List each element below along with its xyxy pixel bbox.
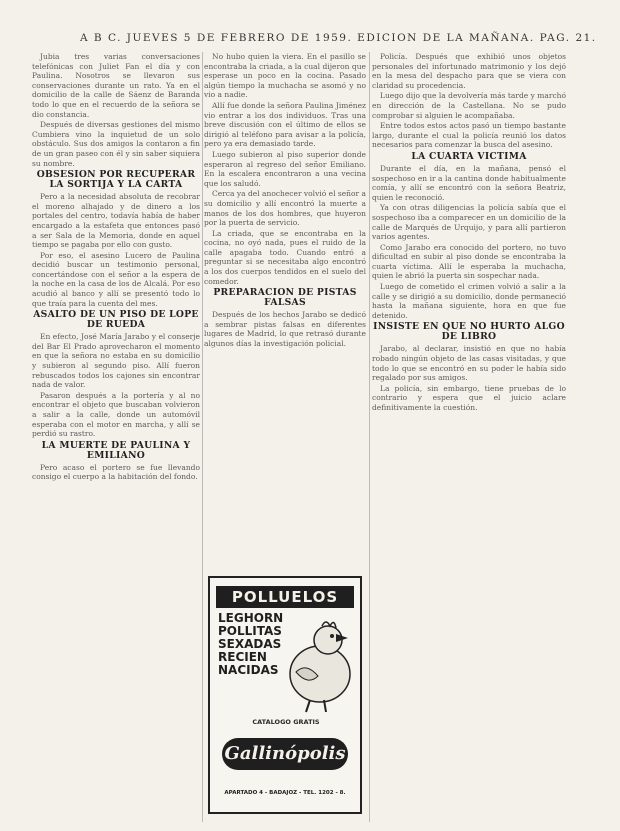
ad-line: LEGHORN bbox=[218, 611, 284, 625]
ad-address: APARTADO 4 - BADAJOZ - TEL. 1202 - 8. bbox=[224, 790, 346, 796]
paragraph: Pasaron después a la portería y al no encontrar el objeto que buscaban volvieron a salir a la calle, donde un automóvil esperaba con el motor en marcha, y allí se perdió su rastro. bbox=[32, 390, 200, 439]
ad-logo: Gallinópolis bbox=[222, 738, 348, 770]
section-heading: LA CUARTA VICTIMA bbox=[411, 150, 527, 162]
paragraph: Luego dijo que la devolvería más tarde y marchó en dirección de la Castellana. No se pudo comprobar si alguien le acompañaba. bbox=[372, 91, 566, 120]
article-column-1 bbox=[32, 52, 200, 822]
paragraph: Allí fue donde la señora Paulina Jiménez vio entrar a los dos individuos. Tras una breve discusión con el último de ellos se dirigió al teléfono para avisar a la policía, pero ya era demasiado tarde. bbox=[204, 100, 366, 149]
ad-brand: POLLUELOS bbox=[216, 586, 354, 608]
section-heading: PREPARACION DE PISTAS FALSAS bbox=[213, 287, 357, 309]
ad-line: NACIDAS bbox=[218, 663, 279, 677]
ad-line: POLLITAS bbox=[218, 624, 282, 638]
column-divider bbox=[202, 52, 203, 822]
paragraph: La policía, sin embargo, tiene pruebas de lo contrario y espera que el juicio aclare definitivamente la cuestión. bbox=[372, 383, 566, 412]
paragraph: Entre todos estos actos pasó un tiempo bastante largo, durante el cual la policía reunió los datos necesarios para comenzar la busca del asesino. bbox=[372, 121, 566, 150]
paragraph: La criada, que se encontraba en la cocina, no oyó nada, pues el ruido de la calle apagaba todo. Cuando entró a preguntar si se necesitaba algo encontró a los dos cuerpos tendidos en el suelo del comedor. bbox=[204, 228, 366, 286]
paragraph: Por eso, el asesino Lucero de Paulina decidió buscar un testimonio personal, concertándose con el señor a la espera de la noche en la casa de los de Alcalá. Por eso acudió al banco y allí se presentó todo lo que traía para la cuenta del mes. bbox=[32, 250, 200, 308]
section-heading: INSISTE EN QUE NO HURTO ALGO DE LIBRO bbox=[373, 321, 565, 343]
paragraph: Luego de cometido el crimen volvió a salir a la calle y se dirigió a su domicilio, donde permaneció hasta la mañana siguiente, hora en que fue detenido. bbox=[372, 282, 566, 320]
paragraph: Después de los hechos Jarabo se dedicó a sembrar pistas falsas en diferentes lugares de Madrid, lo que retrasó durante algunos días la investigación policial. bbox=[204, 310, 366, 349]
paragraph: Pero a la necesidad absoluta de recobrar el moreno alhajado y de dinero a los portales del centro, todavía había de haber encargado a la estafeta que entonces pasó a ser Sala de la Memoria, donde en aquel tiempo se pagaba por ello con gusto. bbox=[32, 192, 200, 250]
advertisement bbox=[208, 576, 362, 814]
article-column-2 bbox=[204, 52, 366, 572]
paragraph: Durante el día, en la mañana, pensó el sospechoso en ir a la cantina donde habitualmente comía, y allí se encontró con la señora Beatriz, quien le reconoció. bbox=[372, 163, 566, 202]
paragraph: Jubia tres varias conversaciones telefónicas con Juliet Fan el día y con Paulina. Nosotros se llevaron sus conservaciones durante un rato. Ya en el domicilio de la calle de Sáenz de Baranda todo lo que en el recuerdo de la señora se dio constancia. bbox=[32, 52, 200, 119]
paragraph: Luego subieron al piso superior donde esperaron al regreso del señor Emiliano. En la escalera encontraron a una vecina que los saludó. bbox=[204, 149, 366, 188]
ad-catalog-label: CATALOGO GRATIS bbox=[252, 718, 320, 726]
section-heading: OBSESION POR RECUPERAR LA SORTIJA Y LA CARTA bbox=[36, 169, 196, 191]
paragraph: Cerca ya del anochecer volvió el señor a su domicilio y allí encontró la muerte a manos de los dos hombres, que huyeron por la puerta de servicio. bbox=[204, 189, 366, 228]
section-heading: ASALTO DE UN PISO DE LOPE DE RUEDA bbox=[33, 309, 199, 331]
paragraph: Pero acaso el portero se fue llevando consigo el cuerpo a la habitación del fondo. bbox=[32, 462, 200, 482]
paragraph: Policía. Después que exhibió unos objetos personales del infortunado matrimonio y los dejó en la mesa del despacho para que se viera con claridad su procedencia. bbox=[372, 52, 566, 90]
column-divider bbox=[369, 52, 370, 822]
section-heading: LA MUERTE DE PAULINA Y EMILIANO bbox=[41, 439, 191, 461]
hen-icon bbox=[276, 612, 358, 716]
paragraph: Jarabo, al declarar, insistió en que no había robado ningún objeto de las casas visitadas, y que todo lo que se encontró en su poder le había sido regalado por sus amigos. bbox=[372, 344, 566, 383]
paragraph: Como Jarabo era conocido del portero, no tuvo dificultad en subir al piso donde se encontraba la cuarta víctima. Allí le esperaba la muchacha, quien le abrió la puerta sin sospechar nada. bbox=[372, 242, 566, 281]
ad-line: SEXADAS bbox=[218, 637, 282, 651]
page-header: A B C. JUEVES 5 DE FEBRERO DE 1959. EDICION DE LA MAÑANA. PAG. 21. bbox=[80, 32, 597, 44]
paragraph: En efecto, José María Jarabo y el conserje del Bar El Prado aprovecharon el momento en que la señora no estaba en su domicilio y subieron al segundo piso. Allí fueron rebuscados todos los cajones sin encontrar nada de valor. bbox=[32, 332, 200, 390]
paragraph: Ya con otras diligencias la policía sabía que el sospechoso iba a comparecer en un domicilio de la calle de Marqués de Urquijo, y para allí partieron varios agentes. bbox=[372, 203, 566, 242]
paragraph: Después de diversas gestiones del mismo Cumbiera vino la inquietud de un solo obstáculo. Sus dos amigos la contaron a fin de un gran paseo con él y sin saber siquiera su nombre. bbox=[32, 120, 200, 168]
ad-line: RECIEN bbox=[218, 650, 267, 664]
paragraph: No hubo quien la viera. En el pasillo se encontraba la criada, a la cual dijeron que esperase un poco en la cocina. Pasado algún tiempo la muchacha se asomó y no vio a nadie. bbox=[204, 52, 366, 100]
article-column-3 bbox=[372, 52, 566, 822]
